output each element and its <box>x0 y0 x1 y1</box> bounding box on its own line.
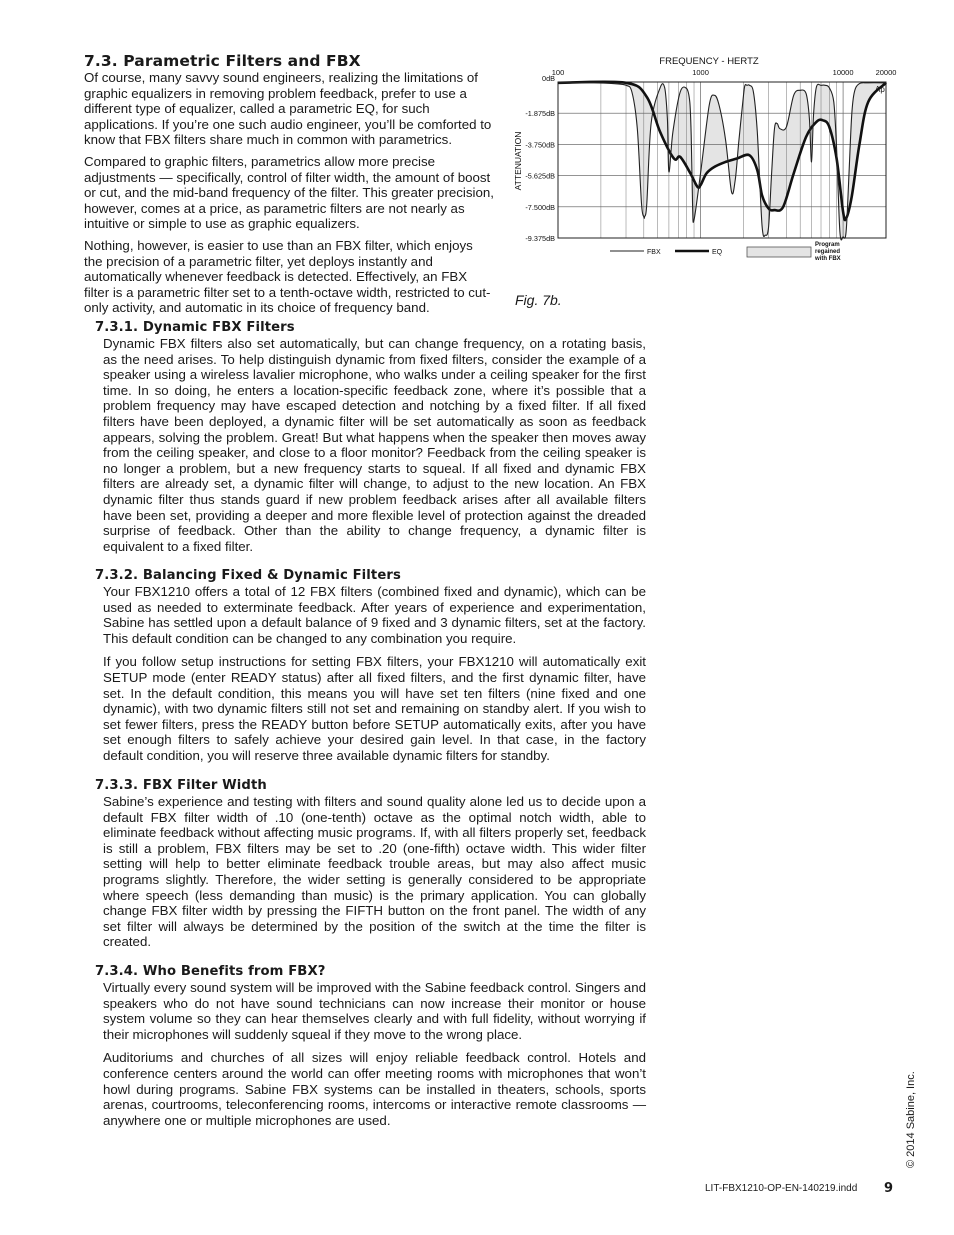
subsection-dynamic-filters <box>84 320 646 562</box>
subsection-heading: 7.3.2. Balancing Fixed & Dynamic Filters <box>95 568 401 583</box>
x-tick-labels <box>552 68 897 77</box>
subsection-paragraph: If you follow setup instructions for setting FBX filters, your FBX1210 will automatically exit SETUP mode (enter READY status) after all fixed filters, and the first dynamic filter, have set. In the default condition, this means you will have set ten filters (nine fixed and one dynamic), with two dynamic filters still not set and remaining on standby alert. If you wish to set fewer filters, press the READY button before SETUP automatically exits, after you have set enough filters to safely achieve your desired gain level. In that case, in the factory default condition, you will reserve three available dynamic filters for standby. <box>103 654 646 763</box>
subsection-heading: 7.3.4. Who Benefits from FBX? <box>95 964 326 979</box>
subsection-heading: 7.3.1. Dynamic FBX Filters <box>95 320 295 335</box>
y-tick-label: -3.750dB <box>525 140 555 150</box>
subsection-paragraph: Sabine’s experience and testing with filters and sound quality alone led us to decide upon a default FBX filter width of .10 (one-tenth) octave as the optimal notch width, able to eliminate feedback without affecting music programs. If, with all filters properly set, feedback is still a problem, FBX filters may be set to .20 (one-fifth) octave width. This wider filter setting will help to better eliminate feedback trouble areas, but may also affect music programs slightly. Therefore, the wider setting is generally considered to be appropriate where speech (less demanding than music) is the primary application. You can globally change FBX filter width by pressing the FIFTH button on the front panel. The width of any set filter will always be determined by the position of the switch at the time the filter is created. <box>103 794 646 950</box>
subsection-paragraph: Dynamic FBX filters also set automatically, but can change frequency, on a rotating basis, as the need arises. To help distinguish dynamic from fixed filters, consider the example of a speaker using a wireless lavalier microphone, who walks under a ceiling speaker for the first time. In so doing, he enters a location-specific feedback zone, where it’s possible that a problem frequency may have escaped detection and notching by a fixed filter. If all fixed filters have been deployed, a dynamic filter will be set automatically as soon as feedback appears, solving the problem. Great! But what happens when the speaker then moves away from the ceiling speaker, and close to a floor monitor? Feedback from the ceiling speaker is no longer a problem, but a new frequency starts to squeal. If all fixed and dynamic FBX filters are already set, a dynamic filter will change, to adjust to the new location. An FBX dynamic filter thus stands guard if new problem feedback arises after all available filters have been set, providing a deeper and more flexible level of protection against the dreaded surprise of feedback. Other than the ability to change frequency, a dynamic filter is equivalent to a fixed filter. <box>103 336 646 554</box>
copyright-notice: © 2014 Sabine, Inc. <box>905 1071 917 1168</box>
attenuation-chart <box>504 50 904 270</box>
intro-paragraph: Compared to graphic filters, parametrics allow more precise adjustments — specifically, control of filter width, the amount of boost or cut, and the mid-band frequency of the filter. This greater precision, however, comes at a price, as parametric filters are not nearly as intuitive or simple to use as graphic equalizers. <box>84 153 494 232</box>
x-tick-label: 100 <box>551 68 565 77</box>
subsection-paragraph: Virtually every sound system will be improved with the Sabine feedback control. Singers and speakers who do not have sound technicians can now increase their monitor or house system volume so they can hear themselves clearly and with full fidelity, without worrying if their microphones will suddenly squeal if they move to the wrong place. <box>103 980 646 1042</box>
subsection-heading: 7.3.3. FBX Filter Width <box>95 778 267 793</box>
y-tick-label: -1.875dB <box>525 109 555 119</box>
y-tick-label: -7.500dB <box>525 202 555 212</box>
y-axis-label: ATTENUATION <box>513 131 523 191</box>
x-tick-label: 1000 <box>692 68 709 77</box>
subsection-paragraph: Auditoriums and churches of all sizes will enjoy reliable feedback control. Hotels and conference centers around the world can offer meeting rooms with microphones that won’t howl during programs. Sabine FBX systems can be installed in theaters, schools, sports arenas, courtrooms, teleconferencing rooms, intercoms or interactive remote classrooms — anywhere one or multiple microphones are used. <box>103 1050 646 1128</box>
legend-eq-label: EQ <box>712 249 723 256</box>
legend-fbx-label: FBX <box>647 249 661 256</box>
y-tick-labels <box>525 74 555 243</box>
chart-legend <box>610 242 841 262</box>
subsection-balancing-filters <box>84 568 646 772</box>
section-intro <box>84 70 494 322</box>
legend-program-label-3: with FBX <box>815 256 841 262</box>
legend-program-label-1: Program <box>815 242 840 248</box>
intro-paragraph: Of course, many savvy sound engineers, realizing the limitations of graphic equalizers in removing problem feedback, prefer to use a different type of equalizer, called a parametric EQ, for such applications. If you’re one such audio engineer, you’ll be comforted to know that FBX filters share much in common with parametrics. <box>84 70 492 148</box>
legend-program-swatch <box>747 247 811 257</box>
intro-paragraph: Nothing, however, is easier to use than an FBX filter, which enjoys the precision of a parametric filter, yet deploys instantly and automatically whenever feedback is detected. Effectively, an FBX filter is a parametric filter set to a tenth-octave width, restricted to cut-only activity, and automatic in its choice of frequency band. <box>84 237 491 316</box>
chart-title: FREQUENCY - HERTZ <box>659 56 759 67</box>
x-tick-label: 20000 <box>875 68 897 77</box>
x-tick-label: 10000 <box>832 68 854 77</box>
subsection-paragraph: Your FBX1210 offers a total of 12 FBX filters (combined fixed and dynamic), which can be used as needed to exterminate feedback. After years of experience and experimentation, Sabine has settled upon a default balance of 9 fixed and 3 dynamic filters, set at the factory. This default condition can be changed to any combination you require. <box>103 584 646 646</box>
legend-program-label-2: regained <box>815 249 841 255</box>
subsection-filter-width <box>84 778 646 958</box>
figure-caption: Fig. 7b. <box>515 292 562 308</box>
footer-filename: LIT-FBX1210-OP-EN-140219.indd <box>705 1183 858 1194</box>
y-tick-label: -5.625dB <box>525 171 555 181</box>
subsection-who-benefits <box>84 964 646 1136</box>
corner-mark: Ap <box>875 85 885 94</box>
page-number: 9 <box>884 1181 894 1196</box>
y-tick-label: 0dB <box>542 74 555 83</box>
y-tick-label: -9.375dB <box>525 234 555 243</box>
section-title: 7.3. Parametric Filters and FBX <box>84 52 361 70</box>
